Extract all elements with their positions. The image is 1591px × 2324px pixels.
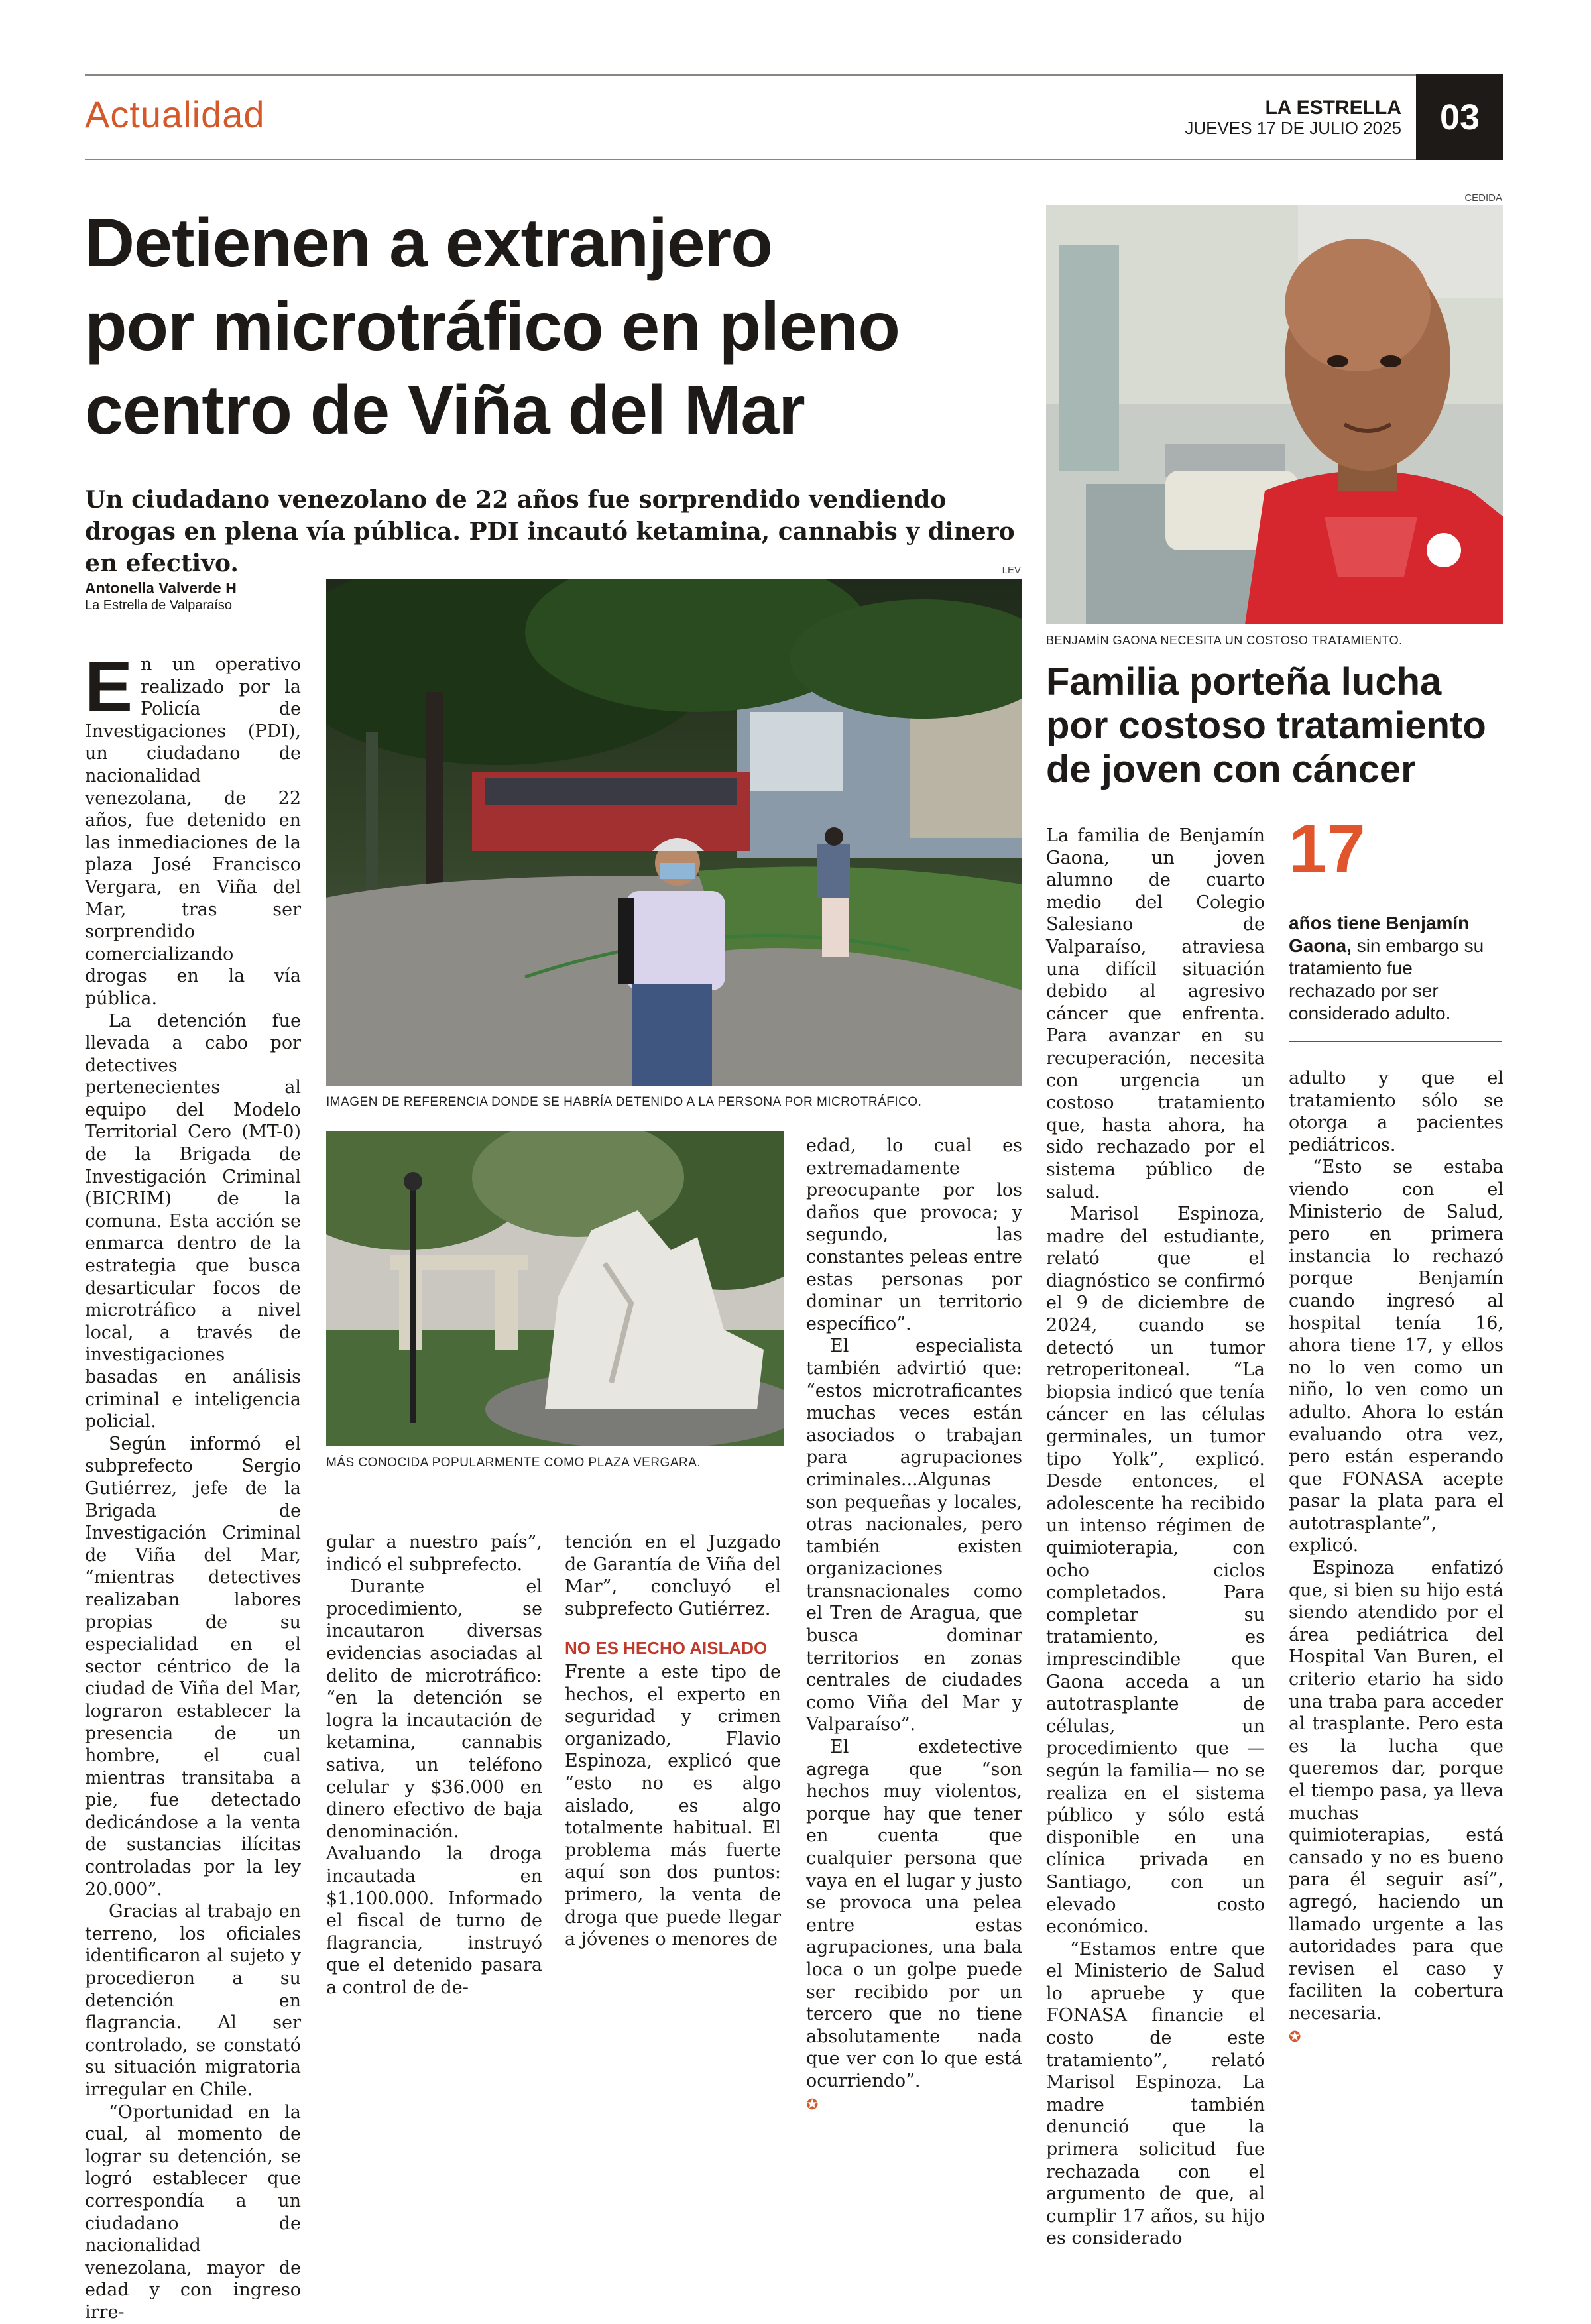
paragraph: adulto y que el tratamiento sólo se otorga a pacientes pediátricos. bbox=[1289, 1068, 1503, 1155]
paragraph: El especialista también advirtió que: “estos microtraficantes muchas veces están asociados o trabajan para agrupaciones criminales...Algunas son pequeñas y locales, otras nacionales, pero también existen organizaciones transnacionales como el Tren de Aragua, que busca dominar territorios en zonas centrales de ciudades como Viña del Mar y Valparaíso”. bbox=[806, 1336, 1022, 1735]
factbox-rule bbox=[1289, 1041, 1502, 1042]
paragraph: Frente a este tipo de hechos, el experto en seguridad y crimen organizado, Flavio Espinoza, explicó que “esto no es algo aislado, es algo totalmente habitual. El problema más fuerte aquí son dos puntos: primero, la venta de droga que puede llegar a jóvenes o menores de bbox=[565, 1661, 781, 1950]
byline-author: Antonella Valverde H bbox=[85, 579, 237, 597]
plaza-photo-image bbox=[326, 579, 1022, 1086]
paragraph: Según informó el subprefecto Sergio Gutiérrez, jefe de la Brigada de Investigación Criminal de Viña del Mar, “mientras detectives realizaban labores propias de su especialidad en el sector céntrico de la ciudad de Viña del Mar, lograron establecer la presencia de un hombre, el cual mientras transitaba a pie, fue detectado dedicándose a la venta de sustancias ilícitas controladas por la ley 20.000”. bbox=[85, 1433, 301, 1900]
paper-name: LA ESTRELLA bbox=[1265, 97, 1401, 119]
factbox-body: sin embargo su tratamiento fue rechazado por ser considerado adulto. bbox=[1289, 935, 1484, 1023]
main-column-3 bbox=[565, 1531, 781, 1951]
paragraph: El exdetective agrega que “son hechos muy violentos, porque hay que tener en cuenta que cualquier persona que vaya en el lugar y justo se provoca una pelea entre estas agrupaciones, una bala loca o un golpe puede ser recibido por un tercero que no tiene absolutamente nada que ver con lo que está ocurriendo”. bbox=[806, 1737, 1022, 2091]
top-rule bbox=[85, 74, 1502, 76]
paragraph: Espinoza enfatizó que, si bien su hijo está siendo atendido por el área pediátrica del Hospital Van Buren, el criterio etario ha sido una traba para acceder al trasplante. Pero esta es la lucha que queremos dar, porque el tiempo pasa, ya lleva muchas quimioterapias, está cansado y no es bueno para él seguir así”, agregó, haciendo un llamado urgente a las autoridades para que revisen el caso y faciliten la cobertura necesaria. bbox=[1289, 1558, 1503, 2024]
main-headline-line: por microtráfico en pleno bbox=[85, 288, 900, 365]
patient-photo-image bbox=[1046, 205, 1503, 624]
side-headline-line: de joven con cáncer bbox=[1046, 748, 1416, 791]
page-number: 03 bbox=[1439, 97, 1480, 137]
main-headline bbox=[85, 202, 1039, 452]
paragraph: La detención fue llevada a cabo por detectives pertenecientes al equipo del Modelo Territorial Cero (MT-0) de la Brigada de Investigación Criminal (BICRIM) de la comuna. Esta acción se enmarca dentro de la estrategia que busca desarticular focos de microtráfico a nivel local, a través de investigaciones basadas en análisis criminal e inteligencia policial. bbox=[85, 1010, 301, 1432]
side-photo-credit: CEDIDA bbox=[1464, 192, 1502, 203]
patient-photo bbox=[1046, 205, 1503, 624]
end-mark: ✪ bbox=[1289, 2028, 1301, 2046]
photo1-caption: IMAGEN DE REFERENCIA DONDE SE HABRÍA DETENIDO A LA PERSONA POR MICROTRÁFICO. bbox=[326, 1095, 922, 1109]
side-photo-caption: BENJAMÍN GAONA NECESITA UN COSTOSO TRATAMIENTO. bbox=[1046, 634, 1403, 647]
factbox-text bbox=[1289, 912, 1503, 1025]
section-label: Actualidad bbox=[85, 93, 265, 135]
paragraph: “Esto se estaba viendo con el Ministerio de Salud, pero en primera instancia lo rechazó porque Benjamín cuando ingresó al hospital tenía 16, ahora tiene 17, y ellos no lo ven como un niño, lo ven como un adulto. Ahora lo están evaluando otra vez, pero están esperando que FONASA acepte pasar la plata para el autotrasplante”, explicó. bbox=[1289, 1157, 1503, 1556]
photo1-credit: LEV bbox=[1002, 565, 1021, 576]
paragraph: edad, lo cual es extremadamente preocupante por los daños que provoca; y segundo, las constantes peleas entre estas personas por dominar un territorio específico”. bbox=[806, 1135, 1022, 1334]
header-rule bbox=[85, 159, 1416, 160]
side-headline bbox=[1046, 660, 1503, 791]
side-column-2 bbox=[1289, 1067, 1503, 2048]
photo2-caption: MÁS CONOCIDA POPULARMENTE COMO PLAZA VERGARA. bbox=[326, 1456, 701, 1470]
paragraph: “Estamos entre que el Ministerio de Salud lo apruebe y que FONASA financie el costo de este tratamiento”, relató Marisol Espinoza. La madre también denunció que la primera solicitud fue rechazada con el argumento de que, al cumplir 17 años, su hijo es considerado bbox=[1046, 1938, 1265, 2249]
sculpture-photo-image bbox=[326, 1131, 784, 1446]
main-column-4 bbox=[806, 1135, 1022, 2116]
paragraph: tención en el Juzgado de Garantía de Viña del Mar”, concluyó el subprefecto Gutiérrez. bbox=[565, 1532, 781, 1619]
factbox-number: 17 bbox=[1289, 811, 1366, 888]
end-mark: ✪ bbox=[806, 2096, 819, 2113]
page-number-box bbox=[1416, 74, 1503, 160]
main-headline-line: centro de Viña del Mar bbox=[85, 372, 805, 449]
subhead: NO ES HECHO AISLADO bbox=[565, 1638, 768, 1658]
factbox-bold: años tiene Benjamín Gaona, bbox=[1289, 913, 1470, 956]
dropcap: E bbox=[85, 646, 133, 726]
main-column-1 bbox=[85, 646, 301, 2324]
issue-date: JUEVES 17 DE JULIO 2025 bbox=[1185, 118, 1401, 138]
paragraph: Gracias al trabajo en terreno, los oficiales identificaron al sujeto y procedieron a su detención en flagrancia. Al ser controlado, se constató su situación migratoria irregular en Chile. bbox=[85, 1901, 301, 2100]
paragraph: n un operativo realizado por la Policía de Investigaciones (PDI), un ciudadano de nacionalidad venezolana, de 22 años, fue detenido en las inmediaciones de la plaza José Francisco Vergara, en Viña del Mar, tras ser sorprendido comercializando drogas en la vía pública. bbox=[85, 654, 301, 1009]
side-headline-line: Familia porteña lucha bbox=[1046, 660, 1442, 703]
main-column-2 bbox=[326, 1531, 542, 1999]
paragraph: gular a nuestro país”, indicó el subprefecto. bbox=[326, 1532, 542, 1575]
paragraph: La familia de Benjamín Gaona, un joven alumno de cuarto medio del Colegio Salesiano de Valparaíso, atraviesa una difícil situación debido al agresivo cáncer que enfrenta. Para avanzar en su recuperación, necesita con urgencia un costoso tratamiento que, hasta ahora, ha sido rechazado por el sistema público de salud. bbox=[1046, 825, 1265, 1202]
main-deck: Un ciudadano venezolano de 22 años fue sorprendido vendiendo drogas en plena vía pública. PDI incautó ketamina, cannabis y dinero en efectivo. bbox=[85, 486, 1015, 577]
byline-outlet: La Estrella de Valparaíso bbox=[85, 598, 232, 612]
paragraph: “Oportunidad en la cual, al momento de lograr su detención, se logró establecer que correspondía a un ciudadano de nacionalidad venezolana, mayor de edad y con ingreso irre- bbox=[85, 2101, 301, 2323]
paragraph: Durante el procedimiento, se incautaron diversas evidencias asociadas al delito de microtráfico: “en la detención se logra la incautación de ketamina, cannabis sativa, un teléfono celular y $36.000 en dinero efectivo de baja denominación. Avaluando la droga incautada en $1.100.000. Informado el fiscal de turno de flagrancia, instruyó que el detenido pasara a control de de- bbox=[326, 1576, 542, 1998]
side-column-1 bbox=[1046, 825, 1265, 2250]
side-headline-line: por costoso tratamiento bbox=[1046, 704, 1486, 747]
main-headline-line: Detienen a extranjero bbox=[85, 205, 772, 282]
paragraph: Marisol Espinoza, madre del estudiante, relató que el diagnóstico se confirmó el 9 de diciembre de 2024, cuando se detectó un tumor retroperitoneal. “La biopsia indicó que tenía cáncer en las células germinales, un tumor tipo Yolk”, explicó. Desde entonces, el adolescente ha recibido un intenso régimen de quimioterapia, con ocho ciclos completados. Para completar su tratamiento, es imprescindible que Gaona acceda a un autotrasplante de células, un procedimiento que —según la familia— no se realiza en el sistema público y sólo está disponible en una clínica privada en Santiago, con un elevado costo económico. bbox=[1046, 1204, 1265, 1938]
plaza-photo bbox=[326, 579, 1022, 1086]
sculpture-photo bbox=[326, 1131, 784, 1446]
